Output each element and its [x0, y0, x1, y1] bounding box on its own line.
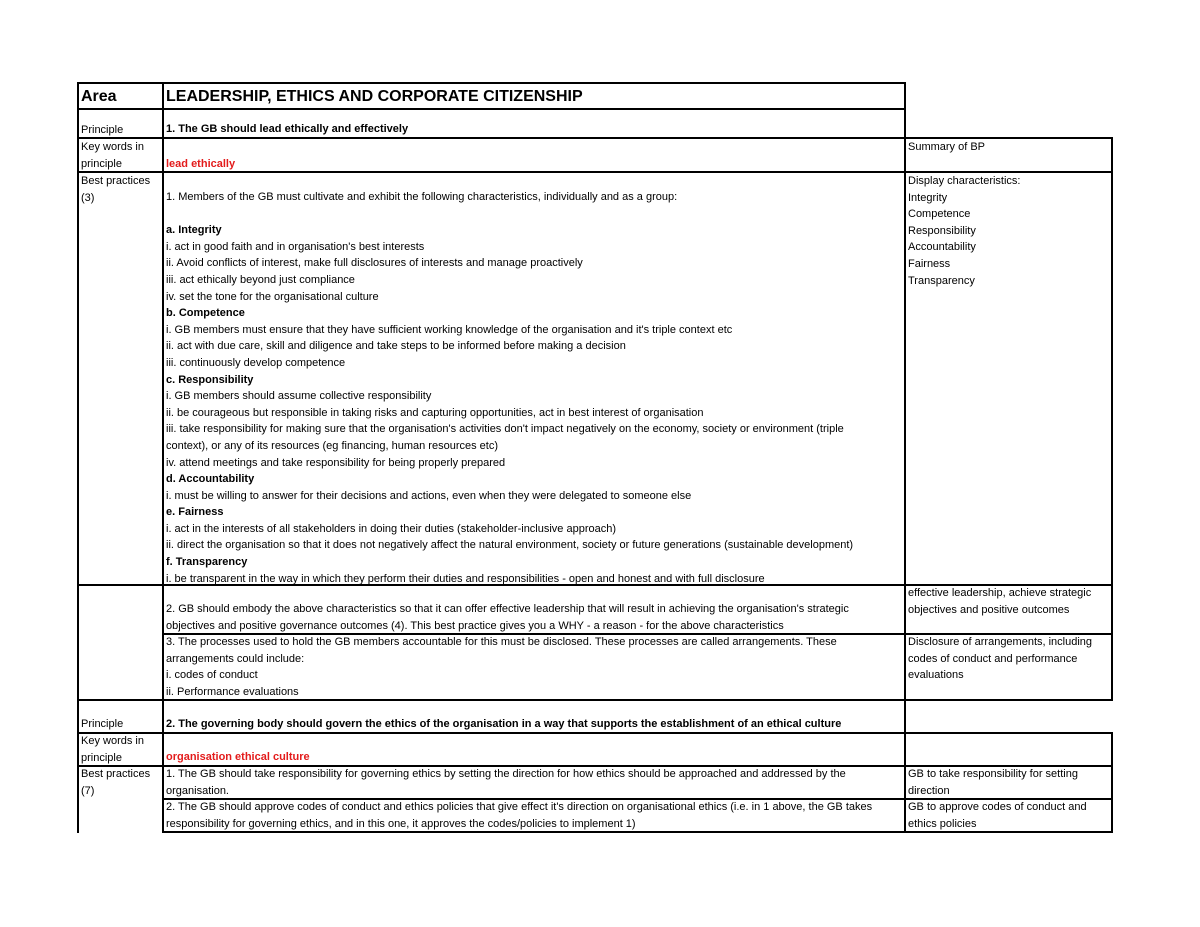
keywords-label-line: Key words in — [81, 141, 144, 153]
principle-label: Principle — [81, 124, 124, 136]
summary-line: ethics policies — [908, 817, 977, 830]
bp-line: ii. direct the organisation so that it does not negatively affect the natural environment, society or future generations (sustainable development) — [166, 539, 854, 552]
bp-line: iii. continuously develop competence — [166, 356, 346, 369]
bp-line: iv. attend meetings and take responsibility for being properly prepared — [166, 456, 506, 469]
best-practice-2-text — [164, 600, 904, 634]
bp-line — [166, 206, 902, 223]
summary-line: Disclosure of arrangements, including — [908, 636, 1093, 648]
bp-heading: c. Responsibility — [166, 373, 254, 386]
bp-line: ii. act with due care, skill and diligence and take steps to be informed before making a decision — [166, 340, 626, 353]
best-practices-label-line: (7) — [81, 784, 95, 797]
best-practice-1-summary — [906, 172, 1111, 292]
summary-line: Competence — [908, 208, 971, 221]
bp-line: i. be transparent in the way in which they perform their duties and responsibilities - open and honest and with full disclosure — [166, 572, 765, 584]
bp-line: iii. take responsibility for making sure that the organisation's activities don't impact negatively on the economy, society or environment (triple — [166, 423, 844, 436]
summary-line: Transparency — [908, 274, 975, 287]
bp-line: arrangements could include: — [166, 652, 305, 665]
principle-text: 2. The governing body should govern the ethics of the organisation in a way that supports the establishment of an ethical culture — [166, 718, 842, 730]
best-practice-2-summary — [906, 584, 1111, 618]
bp-line: i. GB members should assume collective responsibility — [166, 390, 432, 403]
best-practice-1-text — [164, 188, 904, 584]
bp-line: i. act in the interests of all stakeholders in doing their duties (stakeholder-inclusive approach) — [166, 522, 617, 535]
bp-line: responsibility for governing ethics, and in this one, it approves the codes/policies to implement 1) — [166, 817, 636, 830]
summary-line: Display characteristics: — [908, 175, 1021, 187]
summary-line: evaluations — [908, 669, 964, 682]
bp-line: i. codes of conduct — [166, 669, 258, 682]
grid-line — [1111, 732, 1113, 833]
principle-label: Principle — [81, 718, 124, 730]
bp-line: context), or any of its resources (eg financing, human resources etc) — [166, 439, 498, 452]
keywords-value: lead ethically — [166, 158, 236, 170]
best-practice-3-text — [164, 633, 904, 701]
bp-line: i. GB members must ensure that they have sufficient working knowledge of the organisation and it's triple context etc — [166, 323, 733, 336]
bp-line: 1. The GB should take responsibility for governing ethics by setting the direction for how ethics should be approached and addressed by the — [166, 768, 846, 780]
summary-line: effective leadership, achieve strategic — [908, 587, 1092, 599]
summary-line: objectives and positive outcomes — [908, 603, 1070, 616]
best-practice-1-text — [164, 765, 904, 799]
best-practice-2-text — [164, 798, 904, 832]
bp-heading: d. Accountability — [166, 473, 255, 486]
keywords-label — [79, 732, 161, 766]
keywords-label — [79, 138, 161, 172]
bp-line: ii. Performance evaluations — [166, 685, 299, 698]
bp-line: objectives and positive governance outcomes (4). This best practice gives you a WHY - a reason - for the above characteristics — [166, 619, 784, 632]
keywords-label-line: Key words in — [81, 735, 144, 747]
keywords-label-line: principle — [81, 751, 122, 764]
area-label: Area — [81, 88, 117, 105]
bp-line: ii. be courageous but responsible in taking risks and capturing opportunities, act in best interest of organisation — [166, 406, 704, 419]
best-practices-label — [79, 172, 161, 206]
bp-line: 2. GB should embody the above characteristics so that it can offer effective leadership that will result in achieving the organisation's strategic — [166, 603, 849, 615]
best-practices-label-line: Best practices — [81, 175, 151, 187]
grid-line — [77, 732, 1113, 734]
summary-line: Responsibility — [908, 224, 976, 237]
best-practice-2-summary — [906, 798, 1111, 832]
bp-heading: b. Competence — [166, 307, 245, 320]
summary-line: Fairness — [908, 257, 951, 270]
summary-line: Integrity — [908, 191, 948, 204]
grid-line — [1111, 137, 1113, 700]
bp-line: iv. set the tone for the organisational culture — [166, 290, 379, 303]
bp-line: 3. The processes used to hold the GB members accountable for this must be disclosed. These processes are called arrangements. These — [166, 636, 837, 648]
bp-line: 1. Members of the GB must cultivate and exhibit the following characteristics, individually and as a group: — [166, 191, 678, 203]
bp-line: i. act in good faith and in organisation's best interests — [166, 240, 425, 253]
bp-line: i. must be willing to answer for their decisions and actions, even when they were delegated to someone else — [166, 489, 692, 502]
best-practices-label-line: Best practices — [81, 768, 151, 780]
bp-heading: f. Transparency — [166, 556, 248, 569]
principle-text: 1. The GB should lead ethically and effectively — [166, 123, 409, 135]
summary-header: Summary of BP — [908, 141, 986, 153]
summary-line: Accountability — [908, 241, 976, 254]
bp-line: ii. Avoid conflicts of interest, make full disclosures of interests and manage proactively — [166, 257, 583, 270]
best-practices-label-line: (3) — [81, 191, 95, 204]
best-practice-1-summary — [906, 765, 1111, 799]
bp-line: organisation. — [166, 784, 229, 797]
best-practices-label — [79, 765, 161, 799]
keywords-label-line: principle — [81, 157, 122, 170]
bp-line: iii. act ethically beyond just compliance — [166, 273, 355, 286]
summary-line: GB to take responsibility for setting — [908, 768, 1078, 780]
summary-line: codes of conduct and performance — [908, 652, 1078, 665]
bp-heading: e. Fairness — [166, 506, 224, 519]
keywords-value: organisation ethical culture — [166, 751, 310, 763]
grid-line — [77, 108, 906, 110]
summary-line: GB to approve codes of conduct and — [908, 801, 1087, 813]
summary-line: direction — [908, 784, 950, 797]
bp-line: 2. The GB should approve codes of conduct and ethics policies that give effect it's direction on organisational ethics (i.e. in 1 above, the GB takes — [166, 801, 873, 813]
bp-heading: a. Integrity — [166, 224, 222, 237]
page-title: LEADERSHIP, ETHICS AND CORPORATE CITIZENSHIP — [166, 88, 583, 105]
best-practice-3-summary — [906, 633, 1111, 685]
